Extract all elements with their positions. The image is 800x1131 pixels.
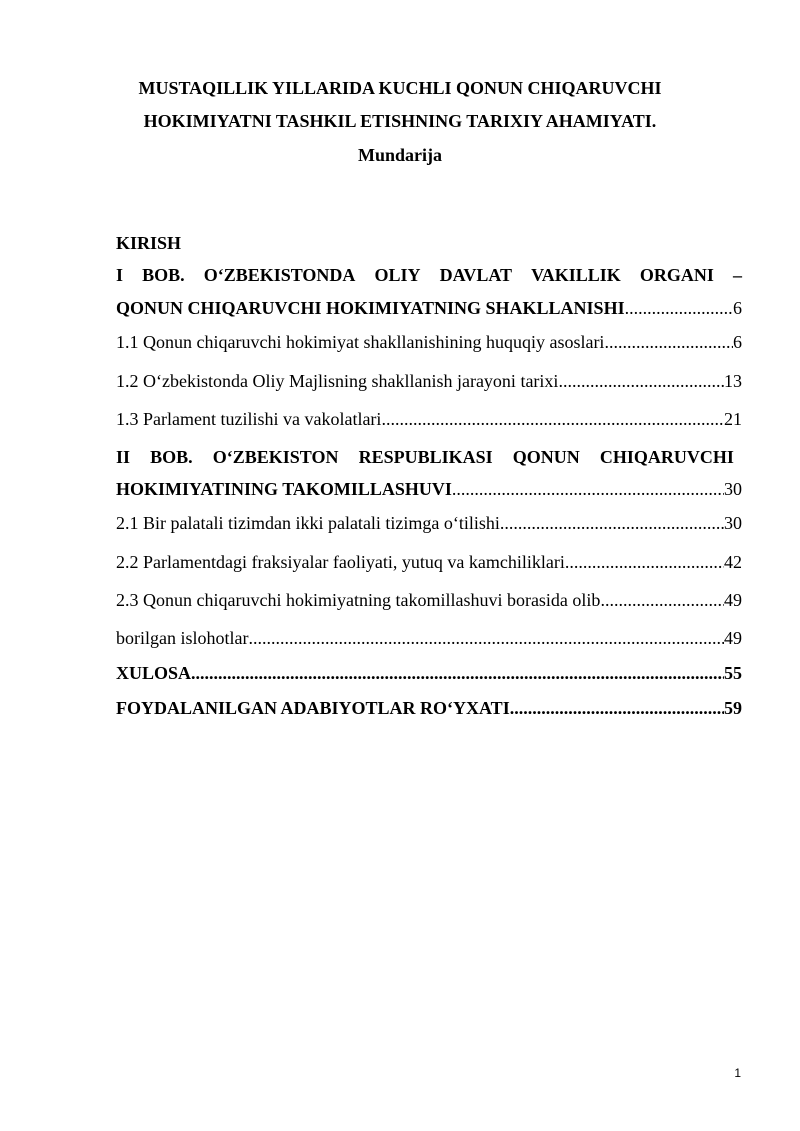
toc-entry-text: QONUN CHIQARUVCHI HOKIMIYATNING SHAKLLANISHI <box>116 298 625 318</box>
toc-word: BOB. <box>150 447 193 467</box>
toc-entry-text: 1.1 Qonun chiqaruvchi hokimiyat shakllanishining huquqiy asoslari <box>116 332 605 352</box>
toc-entry-text: 2.1 Bir palatali tizimdan ikki palatali tizimga o‘tilishi <box>116 513 500 533</box>
toc-entry-text: HOKIMIYATINING TAKOMILLASHUVI <box>116 479 452 499</box>
toc-page-number: 55 <box>724 663 742 683</box>
toc-entry-1-2 <box>116 370 742 392</box>
toc-word: – <box>733 265 742 285</box>
toc-entry-2-2 <box>116 551 742 573</box>
toc-leader-dots <box>452 478 724 500</box>
toc-chapter-2-line-2 <box>116 478 742 500</box>
toc-entry-text: 2.2 Parlamentdagi fraksiyalar faoliyati, yutuq va kamchiliklari <box>116 552 565 572</box>
toc-page-number: 59 <box>724 698 742 718</box>
toc-word: RESPUBLIKASI <box>358 447 493 467</box>
toc-page-number: 49 <box>724 590 742 610</box>
toc-entry-2-3 <box>116 589 742 611</box>
toc-page-number: 49 <box>724 628 742 648</box>
page-number: 1 <box>734 1066 741 1080</box>
toc-word: CHIQARUVCHI <box>599 447 734 467</box>
toc-entry-text: 1.3 Parlament tuzilishi va vakolatlari <box>116 409 382 429</box>
toc-word: BOB. <box>142 265 185 285</box>
toc-page-number: 21 <box>724 409 742 429</box>
toc-page-number: 13 <box>724 371 742 391</box>
toc-word: VAKILLIK <box>531 265 621 285</box>
toc-page-number: 30 <box>724 479 742 499</box>
toc-chapter-1-line-2 <box>116 297 742 319</box>
toc-leader-dots <box>604 331 733 353</box>
toc-word: DAVLAT <box>439 265 512 285</box>
toc-leader-dots <box>625 297 733 319</box>
toc-leader-dots <box>191 662 724 684</box>
toc-conclusion <box>116 662 742 684</box>
toc-heading: Mundarija <box>357 145 442 165</box>
toc-leader-dots <box>248 627 724 649</box>
toc-chapter-2-line-1 <box>116 446 734 468</box>
toc-leader-dots <box>500 512 724 534</box>
toc-intro: KIRISH <box>116 233 182 253</box>
toc-chapter-1-line-1 <box>116 264 742 286</box>
toc-references <box>116 697 742 719</box>
toc-entry-2-1 <box>116 512 742 534</box>
toc-word: OLIY <box>374 265 421 285</box>
toc-word: ORGANI <box>639 265 714 285</box>
toc-leader-dots <box>558 370 724 392</box>
toc-word: O‘ZBEKISTON <box>212 447 339 467</box>
toc-page-number: 6 <box>733 298 742 318</box>
toc-leader-dots <box>510 697 724 719</box>
toc-entry-text: 1.2 O‘zbekistonda Oliy Majlisning shakllanish jarayoni tarixi <box>116 371 559 391</box>
toc-leader-dots <box>565 551 724 573</box>
document-title-line-2: HOKIMIYATNI TASHKIL ETISHNING TARIXIY AHAMIYATI. <box>143 111 657 131</box>
toc-entry-text: borilgan islohotlar <box>116 628 249 648</box>
toc-entry-1-3 <box>116 408 742 430</box>
toc-page-number: 30 <box>724 513 742 533</box>
toc-leader-dots <box>600 589 724 611</box>
toc-entry-2-3-continued <box>116 627 742 649</box>
toc-word: II <box>116 447 131 467</box>
toc-entry-1-1 <box>116 331 742 353</box>
toc-page-number: 42 <box>724 552 742 572</box>
toc-word: QONUN <box>512 447 580 467</box>
toc-entry-text: FOYDALANILGAN ADABIYOTLAR RO‘YXATI <box>116 698 510 718</box>
toc-page-number: 6 <box>733 332 742 352</box>
toc-word: O‘ZBEKISTONDA <box>203 265 356 285</box>
document-title-line-1: MUSTAQILLIK YILLARIDA KUCHLI QONUN CHIQARUVCHI <box>138 78 662 98</box>
toc-entry-text: XULOSA <box>116 663 192 683</box>
toc-leader-dots <box>381 408 724 430</box>
toc-word: I <box>116 265 124 285</box>
toc-entry-text: 2.3 Qonun chiqaruvchi hokimiyatning takomillashuvi borasida olib <box>116 590 601 610</box>
